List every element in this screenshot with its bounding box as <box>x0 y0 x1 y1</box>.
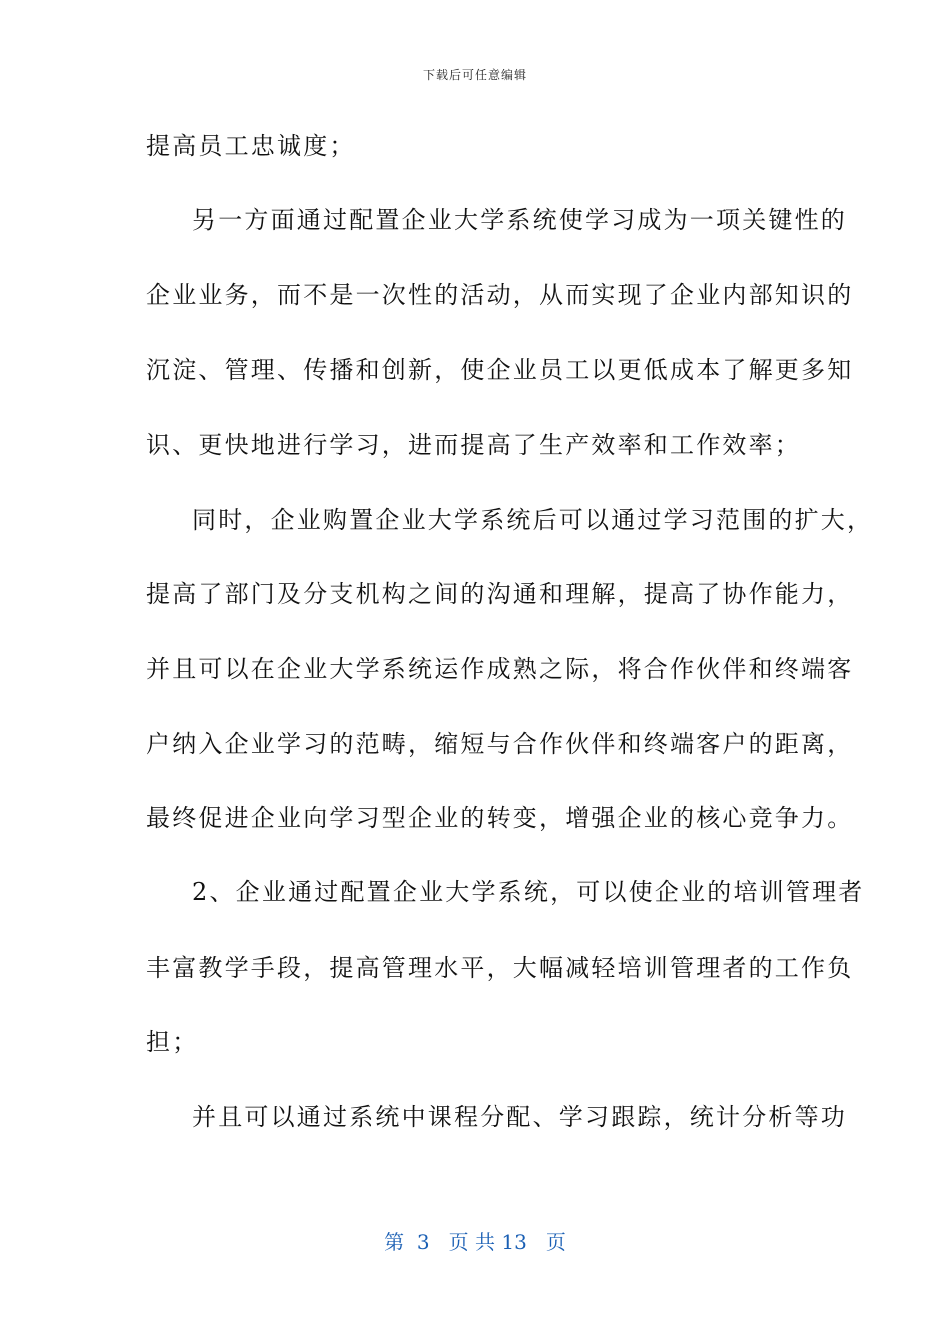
text-line: 提高员工忠诚度； <box>146 132 356 160</box>
text-line: 另一方面通过配置企业大学系统使学习成为一项关键性的 <box>192 206 847 234</box>
page-header-note: 下载后可任意编辑 <box>422 68 527 82</box>
text-line: 户纳入企业学习的范畴，缩短与合作伙伴和终端客户的距离， <box>146 730 854 758</box>
text-line: 担； <box>146 1028 199 1056</box>
text-line: 识、更快地进行学习，进而提高了生产效率和工作效率； <box>146 431 801 459</box>
text-line: 提高了部门及分支机构之间的沟通和理解，提高了协作能力， <box>146 580 854 608</box>
text-line: 企业业务，而不是一次性的活动，从而实现了企业内部知识的 <box>146 281 854 309</box>
text-line: 并且可以在企业大学系统运作成熟之际，将合作伙伴和终端客 <box>146 655 854 683</box>
text-line: 丰富教学手段，提高管理水平，大幅减轻培训管理者的工作负 <box>146 954 854 982</box>
page-number-footer: 第 3 页 共 13 页 <box>384 1230 566 1254</box>
text-line: 最终促进企业向学习型企业的转变，增强企业的核心竞争力。 <box>146 804 854 832</box>
text-line: 并且可以通过系统中课程分配、学习跟踪，统计分析等功 <box>192 1103 847 1131</box>
text-line: 沉淀、管理、传播和创新，使企业员工以更低成本了解更多知 <box>146 356 854 384</box>
text-line: 同时，企业购置企业大学系统后可以通过学习范围的扩大， <box>192 506 874 534</box>
text-line: 2、企业通过配置企业大学系统，可以使企业的培训管理者 <box>192 878 865 906</box>
